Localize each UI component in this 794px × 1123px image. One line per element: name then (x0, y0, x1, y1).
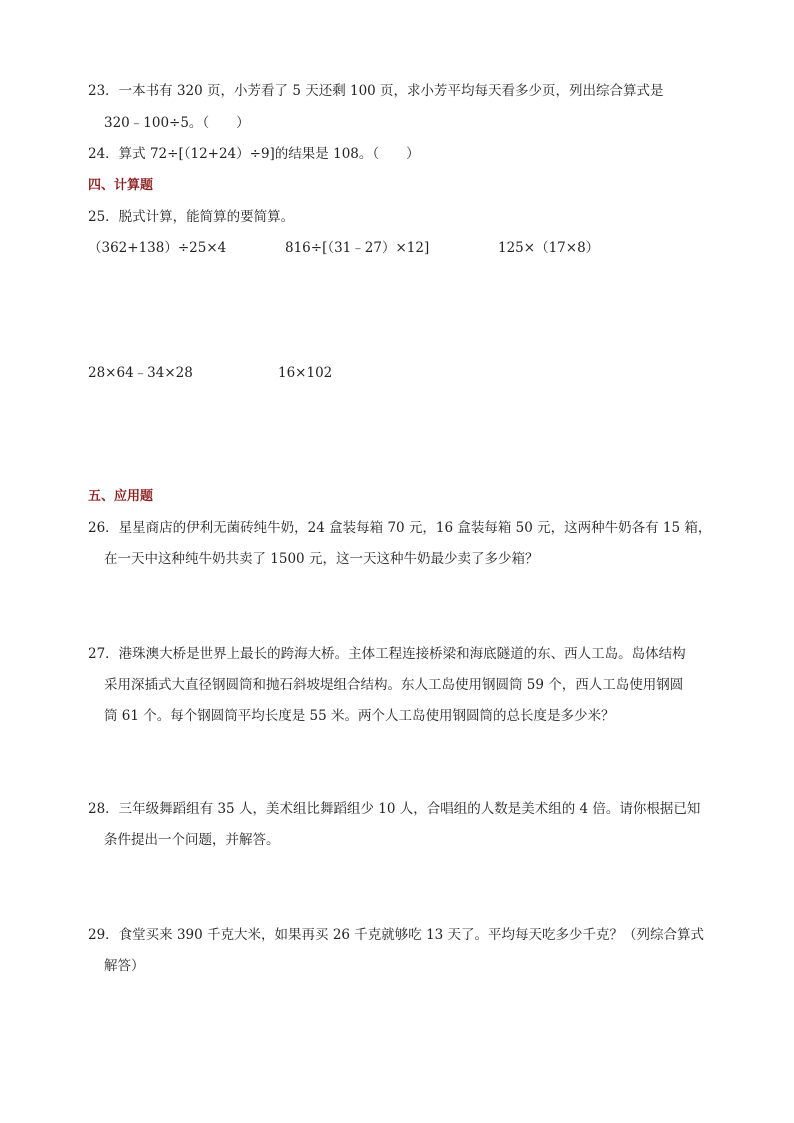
q25-instruction: 25．脱式计算，能简算的要简算。 (88, 209, 295, 225)
q23-line-2: 320﹣100÷5。（ ） (104, 115, 250, 131)
q25-expression-4: 28×64﹣34×28 (88, 365, 193, 381)
q25-expression-5: 16×102 (278, 365, 333, 381)
section-heading-calculation: 四、计算题 (88, 178, 154, 193)
q26-line-2: 在一天中这种纯牛奶共卖了 1500 元，这一天这种牛奶最少卖了多少箱？ (104, 551, 539, 567)
q25-expression-3: 125×（17×8） (498, 240, 600, 256)
q26-line-1: 26．星星商店的伊利无菌砖纯牛奶，24 盒装每箱 70 元，16 盒装每箱 50 元，这两种牛奶各有 15 箱， (88, 520, 712, 536)
q29-line-1: 29．食堂买来 390 千克大米，如果再买 26 千克就够吃 13 天了。平均每天吃多少千克？（列综合算式 (88, 927, 705, 943)
q27-line-3: 筒 61 个。每个钢圆筒平均长度是 55 米。两个人工岛使用钢圆筒的总长度是多少米？ (104, 708, 615, 724)
q29-line-2: 解答） (104, 958, 145, 974)
section-heading-word-problems: 五、应用题 (88, 489, 154, 504)
q25-expression-1: （362+138）÷25×4 (88, 240, 227, 256)
q27-line-1: 27．港珠澳大桥是世界上最长的跨海大桥。主体工程连接桥梁和海底隧道的东、西人工岛。岛体结构 (88, 646, 686, 662)
q23-line-1: 23．一本书有 320 页，小芳看了 5 天还剩 100 页，求小芳平均每天看多少页，列出综合算式是 (88, 83, 664, 99)
q28-line-1: 28．三年级舞蹈组有 35 人，美术组比舞蹈组少 10 人，合唱组的人数是美术组的 4 倍。请你根据已知 (88, 801, 701, 817)
q28-line-2: 条件提出一个问题，并解答。 (104, 832, 280, 848)
q24-line-1: 24．算式 72÷[（12+24）÷9]的结果是 108。（ ） (88, 146, 420, 162)
q25-expression-2: 816÷[（31﹣27）×12] (285, 240, 430, 256)
q27-line-2: 采用深插式大直径钢圆筒和抛石斜坡堤组合结构。东人工岛使用钢圆筒 59 个，西人工岛使用钢圆 (104, 677, 684, 693)
